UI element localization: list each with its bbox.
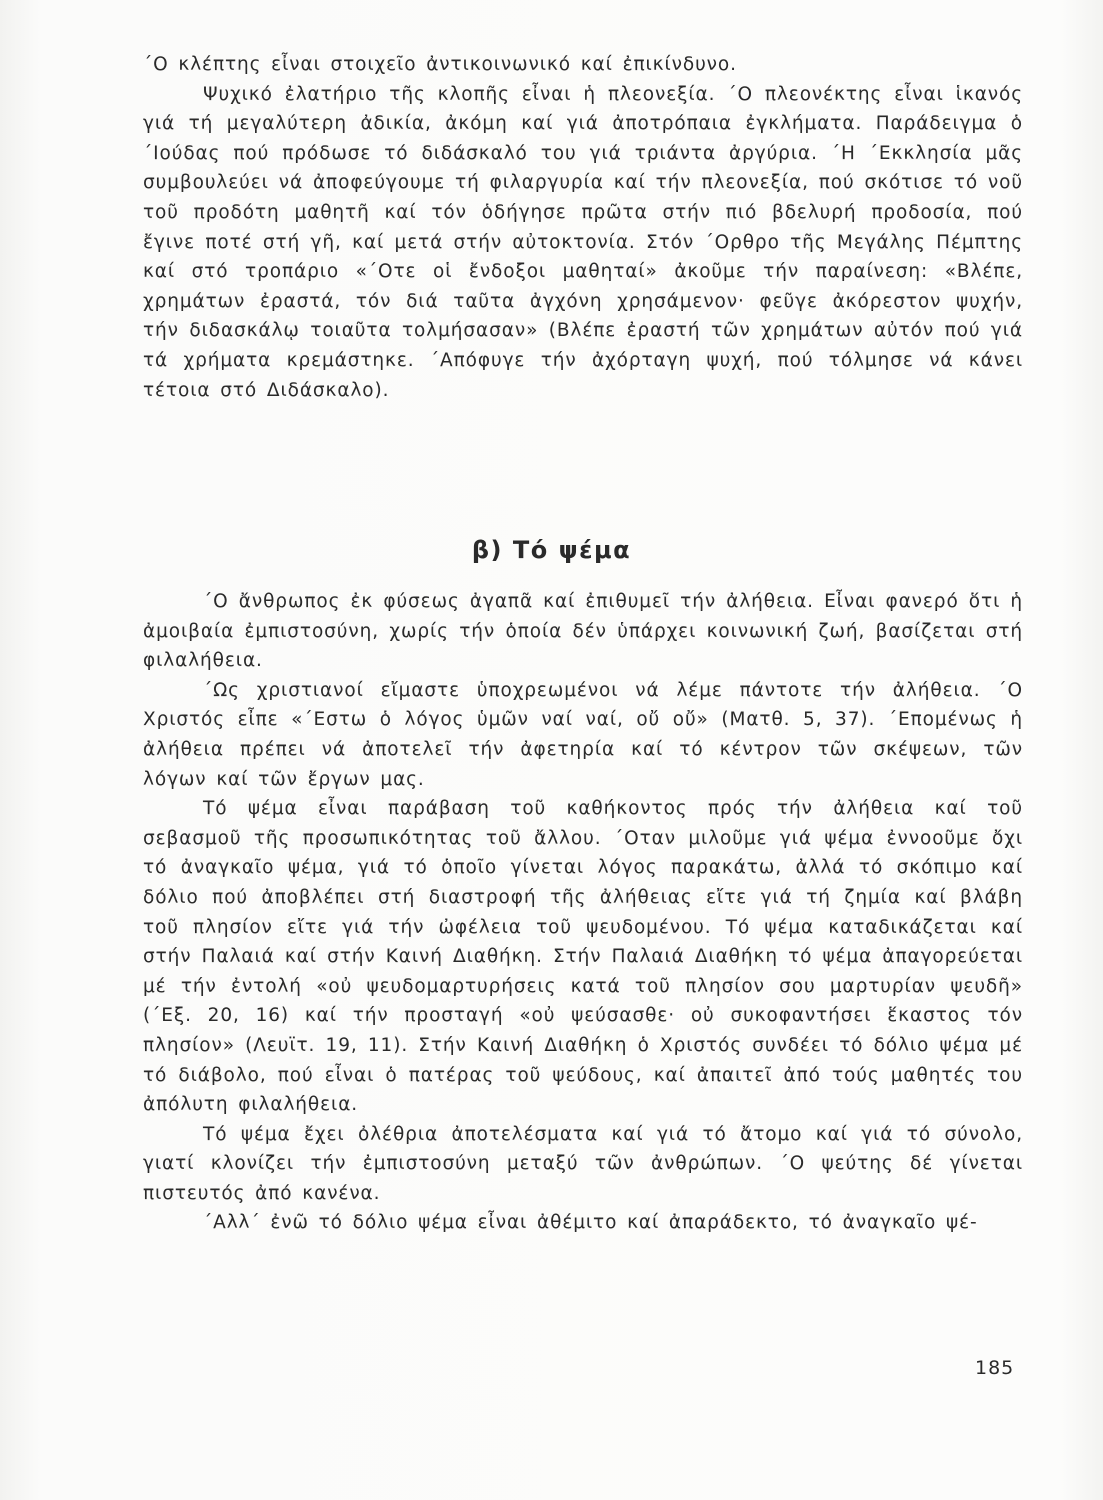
paragraph-lie-definition: Τό ψέμα εἶναι παράβαση τοῦ καθήκοντος πρός τήν ἀλήθεια καί τοῦ σεβασμοῦ τῆς προσωπικότητας τοῦ ἄλλου. ΄Οταν μιλοῦμε γιά ψέμα ἐννοοῦμε ὄχι τό ἀναγκαῖο ψέμα, γιά τό ὁποῖο γίνεται λόγος παρακάτω, ἀλλά τό σκόπιμο καί δόλιο πού ἀποβλέπει στή διαστροφή τῆς ἀλήθειας εἴτε γιά τή ζημία καί βλάβη τοῦ πλησίον εἴτε γιά τήν ὠφέλεια τοῦ ψευδομένου. Τό ψέμα καταδικάζεται καί στήν Παλαιά καί στήν Καινή Διαθήκη. Στήν Παλαιά Διαθήκη τό ψέμα ἀπαγορεύεται μέ τήν ἐντολή «οὐ ψευδομαρτυρήσεις κατά τοῦ πλησίον σου μαρτυρίαν ψευδῆ» (΄Εξ. 20, 16) καί τήν προσταγή «οὐ ψεύσασθε· οὐ συκοφαντήσει ἕκαστος τόν πλησίον» (Λευϊτ. 19, 11). Στήν Καινή Διαθήκη ὁ Χριστός συνδέει τό δόλιο ψέμα μέ τό διάβολο, πού εἶναι ὁ πατέρας τοῦ ψεύδους, καί ἀπαιτεῖ ἀπό τούς μαθητές του ἀπόλυτη φιλαλήθεια. (143, 798, 1023, 1116)
top-text-block (143, 50, 1023, 405)
paragraph-greed: Ψυχικό ἐλατήριο τῆς κλοπῆς εἶναι ἡ πλεονεξία. ΄Ο πλεονέκτης εἶναι ἱκανός γιά τή μεγαλύτερη ἀδικία, ἀκόμη καί γιά ἀποτρόπαια ἐγκλήματα. Παράδειγμα ὁ ΄Ιούδας πού πρόδωσε τό διδάσκαλό του γιά τριάντα ἀργύρια. ΄Η ΄Εκκλησία μᾶς συμβουλεύει νά ἀποφεύγουμε τή φιλαργυρία καί τήν πλεονεξία, πού σκότισε τό νοῦ τοῦ προδότη μαθητῆ καί τόν ὁδήγησε πρῶτα στήν πιό βδελυρή προδοσία, πού ἔγινε ποτέ στή γῆ, καί μετά στήν αὐτοκτονία. Στόν ΄Ορθρο τῆς Μεγάλης Πέμπτης καί στό τροπάριο «΄Οτε οἱ ἔνδοξοι μαθηταί» ἀκοῦμε τήν παραίνεση: «Βλέπε, χρημάτων ἐραστά, τόν διά ταῦτα ἀγχόνη χρησάμενον· φεῦγε ἀκόρεστον ψυχήν, τήν διδασκάλῳ τοιαῦτα τολμήσασαν» (Βλέπε ἐραστή τῶν χρημάτων αὐτόν πού γιά τά χρήματα κρεμάστηκε. ΄Απόφυγε τήν ἀχόρταγη ψυχή, πού τόλμησε νά κάνει τέτοια στό Διδάσκαλο). (143, 83, 1023, 401)
paragraph-christians-truth: ΄Ως χριστιανοί εἴμαστε ὑποχρεωμένοι νά λέμε πάντοτε τήν ἀλήθεια. ΄Ο Χριστός εἶπε «΄Εστω ὁ λόγος ὑμῶν ναί ναί, οὔ οὔ» (Ματθ. 5, 37). ΄Επομένως ἡ ἀλήθεια πρέπει νά ἀποτελεῖ τήν ἀφετηρία καί τό κέντρον τῶν σκέψεων, τῶν λόγων καί τῶν ἔργων μας. (143, 679, 1023, 790)
paragraph-necessary-lie: ΄Αλλ΄ ἐνῶ τό δόλιο ψέμα εἶναι ἀθέμιτο καί ἀπαράδεκτο, τό ἀναγκαῖο ψέ- (203, 1212, 978, 1234)
paragraph-lie-consequences: Τό ψέμα ἔχει ὀλέθρια ἀποτελέσματα καί γιά τό ἄτομο καί γιά τό σύνολο, γιατί κλονίζει τήν ἐμπιστοσύνη μεταξύ τῶν ἀνθρώπων. ΄Ο ψεύτης δέ γίνεται πιστευτός ἀπό κανένα. (143, 1123, 1023, 1204)
body-text-block (143, 587, 1023, 1238)
page-number: 185 (975, 1357, 1015, 1379)
paragraph-thief: ΄Ο κλέπτης εἶναι στοιχεῖο ἀντικοινωνικό καί ἐπικίνδυνο. (143, 54, 737, 75)
section-title: β) Τό ψέμα (471, 536, 632, 564)
paragraph-truth-nature: ΄Ο ἄνθρωπος ἐκ φύσεως ἀγαπᾶ καί ἐπιθυμεῖ τήν ἀλήθεια. Εἶναι φανερό ὅτι ἡ ἀμοιβαία ἐμπιστοσύνη, χωρίς τήν ὁποία δέν ὑπάρχει κοινωνική ζωή, βασίζεται στή φιλαλήθεια. (143, 591, 1023, 672)
